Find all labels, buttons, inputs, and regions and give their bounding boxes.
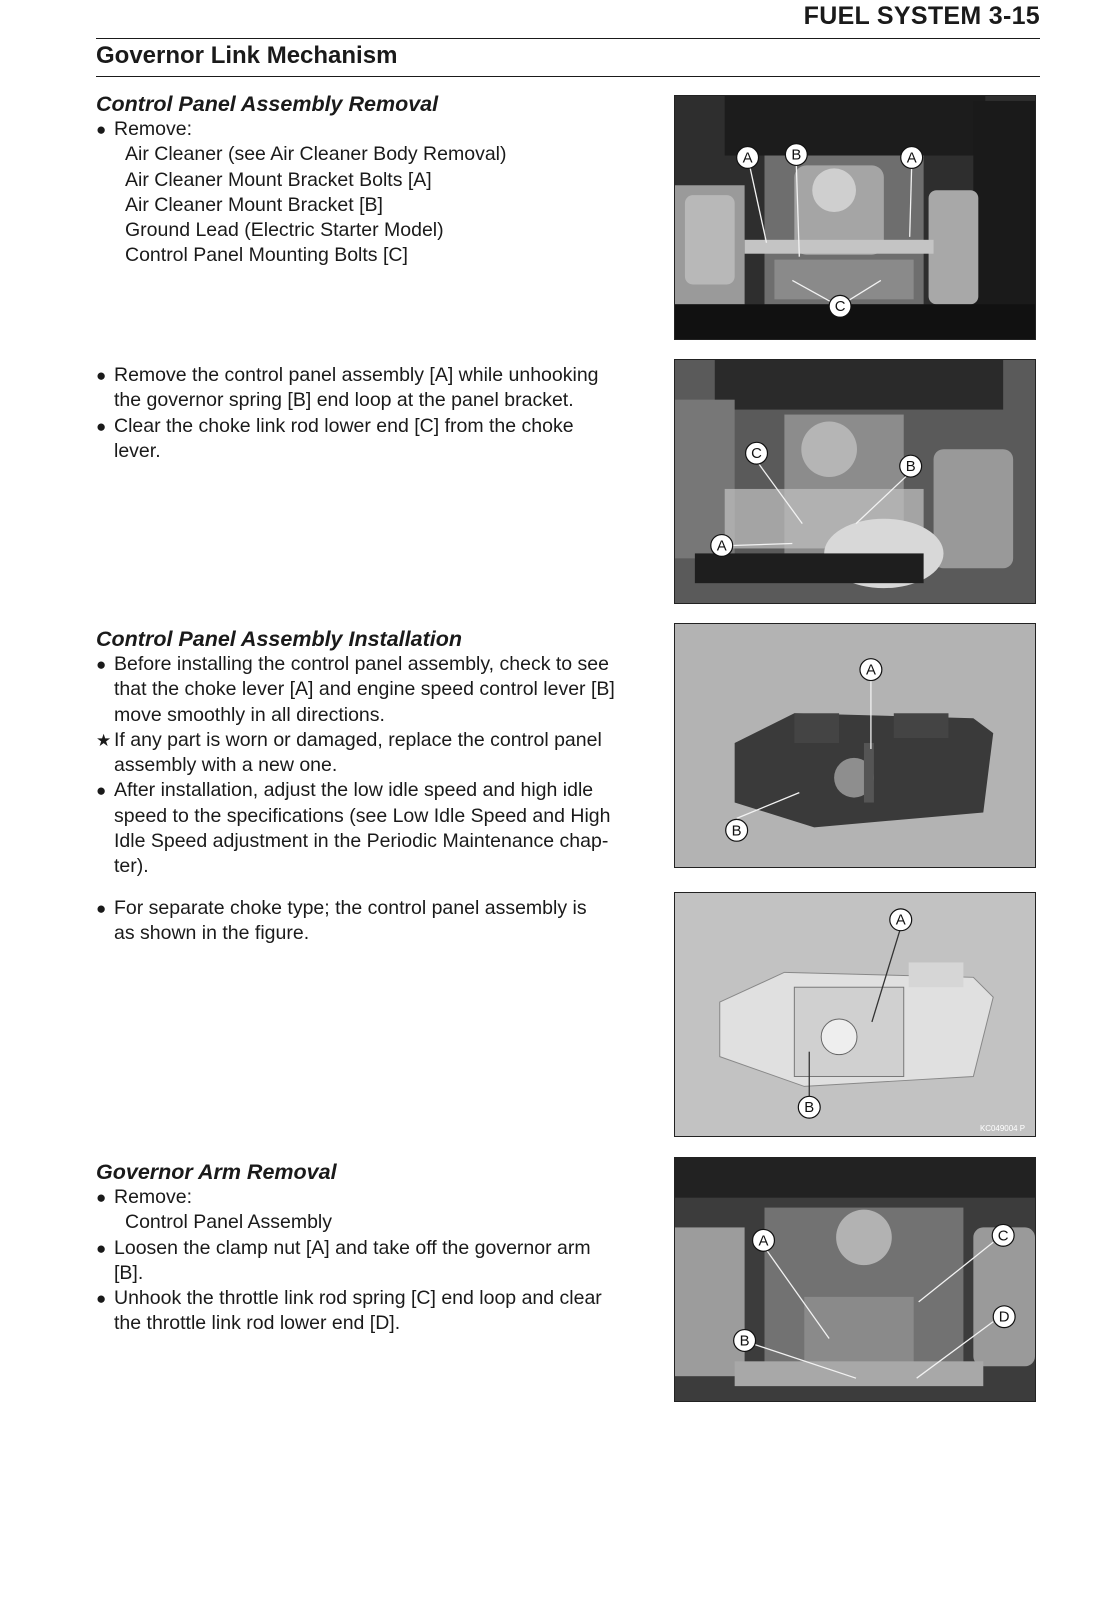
bullet-marker: ● bbox=[96, 366, 107, 385]
governor-arm-removal-heading: Governor Arm Removal bbox=[96, 1160, 337, 1184]
control-panel-removal-heading: Control Panel Assembly Removal bbox=[96, 92, 439, 116]
remove-item: Control Panel Assembly bbox=[125, 1211, 333, 1234]
section-title: Governor Link Mechanism bbox=[96, 42, 398, 69]
callout-label: A bbox=[742, 150, 753, 167]
callout-label: A bbox=[865, 662, 876, 679]
remove-bullet: ● Remove: bbox=[96, 1185, 648, 1210]
remove-item: Ground Lead (Electric Starter Model) bbox=[125, 219, 444, 242]
bullet-marker: ● bbox=[96, 1238, 107, 1258]
control-panel-removal-block bbox=[96, 91, 648, 269]
bullet-marker: ● bbox=[96, 655, 107, 674]
remove-item: Air Cleaner (see Air Cleaner Body Removal) bbox=[125, 143, 507, 166]
governor-arm-photo bbox=[674, 1157, 1036, 1402]
callout-label: C bbox=[751, 446, 762, 463]
bullet-marker: ● bbox=[96, 1188, 107, 1207]
callout-label: B bbox=[739, 1333, 750, 1350]
separate-choke-block bbox=[96, 896, 648, 947]
callout-label: A bbox=[758, 1233, 769, 1250]
callout-label: A bbox=[906, 150, 917, 167]
bullet-paragraph: ● Remove the control panel assembly [A] while unhooking the governor spring [B] end loop at the panel bracket. bbox=[96, 364, 599, 412]
bullet-paragraph: ● For separate choke type; the control panel assembly is as shown in the figure. bbox=[96, 897, 587, 945]
remove-item: Air Cleaner Mount Bracket Bolts [A] bbox=[125, 168, 432, 191]
callout-label: C bbox=[997, 1228, 1009, 1245]
callout-label: C bbox=[834, 299, 846, 316]
callout-label: D bbox=[998, 1309, 1010, 1326]
control-panel-photo bbox=[674, 623, 1036, 868]
section-rule bbox=[96, 76, 1040, 77]
page-header-title: FUEL SYSTEM 3-15 bbox=[803, 2, 1040, 30]
callout-label: B bbox=[905, 459, 916, 476]
bullet-marker: ● bbox=[96, 120, 107, 139]
panel-unhook-block bbox=[96, 363, 648, 464]
star-marker: ★ bbox=[96, 730, 112, 750]
bullet-marker: ● bbox=[96, 899, 107, 918]
control-panel-installation-heading: Control Panel Assembly Installation bbox=[96, 627, 462, 651]
bullet-marker: ● bbox=[96, 416, 107, 436]
callout-label: A bbox=[895, 912, 906, 929]
bullet-paragraph: ● Loosen the clamp nut [A] and take off the governor arm [B]. bbox=[96, 1236, 591, 1284]
header-rule bbox=[96, 38, 1040, 39]
air-cleaner-bracket-photo bbox=[674, 95, 1036, 340]
callout-label: B bbox=[804, 1100, 815, 1117]
remove-item: Control Panel Mounting Bolts [C] bbox=[125, 244, 408, 267]
remove-bullet: ● Remove: bbox=[96, 117, 648, 142]
bullet-paragraph: ● Before installing the control panel assembly, check to see that the choke lever [A] and engine speed control lever [B] move smoothly in all directions. bbox=[96, 653, 615, 726]
photo-code: KC049004 P bbox=[979, 1124, 1026, 1134]
control-panel-installation-block bbox=[96, 626, 648, 880]
callout-label: A bbox=[716, 538, 727, 555]
bullet-paragraph: ● After installation, adjust the low idle speed and high idle speed to the specifications (see Low Idle Speed and High Idle Speed adjustment in the Periodic Maintenance chap- ter). bbox=[96, 779, 611, 878]
bullet-marker: ● bbox=[96, 1289, 107, 1309]
bullet-marker: ● bbox=[96, 781, 107, 801]
panel-removal-photo bbox=[674, 359, 1036, 604]
callout-label: B bbox=[791, 147, 802, 164]
governor-arm-removal-block bbox=[96, 1159, 648, 1337]
callout-label: B bbox=[731, 823, 742, 840]
separate-choke-panel-photo bbox=[674, 892, 1036, 1137]
remove-item: Air Cleaner Mount Bracket [B] bbox=[125, 193, 383, 216]
star-paragraph: ★ If any part is worn or damaged, replace the control panel assembly with a new one. bbox=[96, 728, 602, 777]
bullet-paragraph: ● Clear the choke link rod lower end [C] from the choke lever. bbox=[96, 414, 574, 462]
bullet-paragraph: ● Unhook the throttle link rod spring [C] end loop and clear the throttle link rod lower end [D]. bbox=[96, 1287, 602, 1335]
